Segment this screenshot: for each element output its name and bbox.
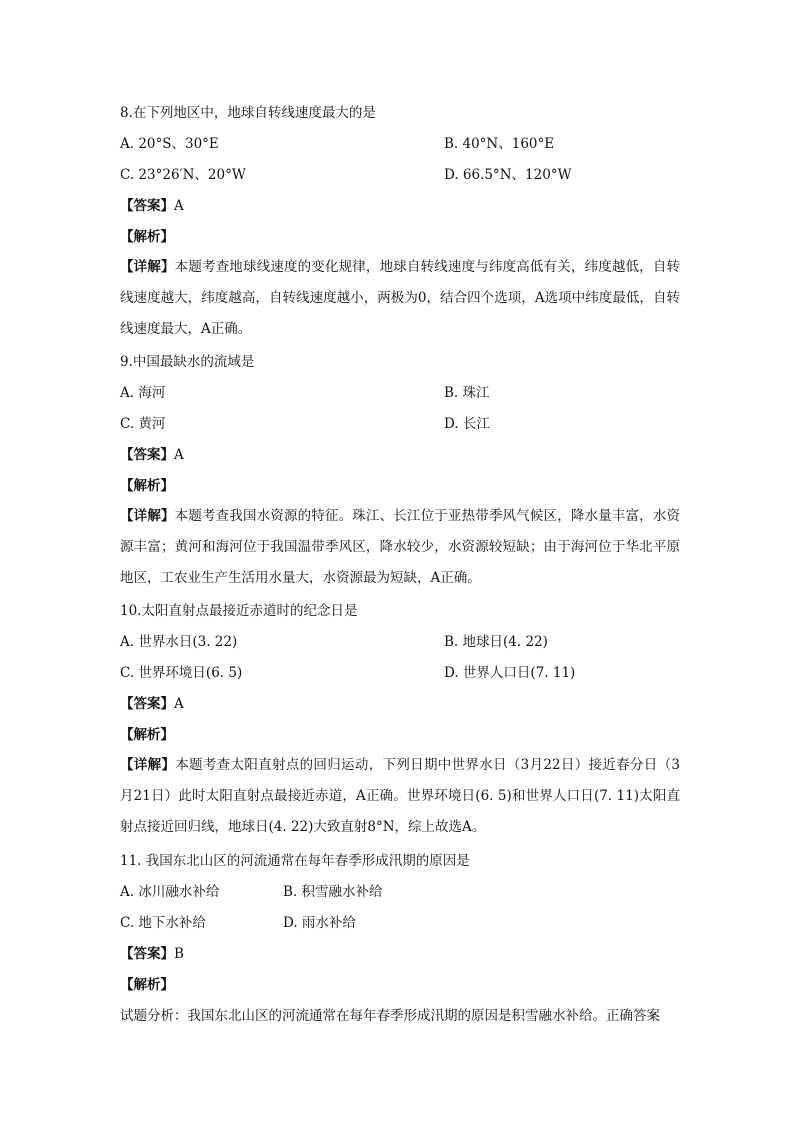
q11-option-d: D. 雨水补给 [283, 915, 356, 931]
q10-option-a: A. 世界水日(3. 22) [120, 634, 238, 650]
detail-tag: 【详解】 [120, 757, 176, 773]
q10-answer [120, 695, 184, 713]
answer-value: B [174, 946, 184, 962]
q10-option-c: C. 世界环境日(6. 5) [120, 665, 243, 681]
q11-answer [120, 945, 184, 963]
answer-tag: 【答案】 [120, 696, 174, 712]
q11-detail: 试题分析：我国东北山区的河流通常在每年春季形成汛期的原因是积雪融水补给。正确答案 [120, 1008, 660, 1024]
q9-option-a: A. 海河 [120, 385, 166, 401]
q9-option-c: C. 黄河 [120, 416, 166, 432]
q8-option-c: C. 23°26′N、20°W [120, 167, 246, 183]
detail-text: 本题考查太阳直射点的回归运动，下列日期中世界水日（3月22日）接近春分日（3月21日）此时太阳直射点最接近赤道，A正确。世界环境日(6. 5)和世界人口日(7. 11)太阳直射点接近回归线，地球日(4. 22)大致直射8°N，综上故选A。 [120, 757, 680, 835]
answer-value: A [174, 447, 184, 463]
question-8-stem: 8.在下列地区中，地球自转线速度最大的是 [120, 105, 376, 121]
q9-analysis-tag: 【解析】 [120, 478, 174, 494]
q11-option-c: C. 地下水补给 [120, 915, 206, 931]
q8-analysis-tag: 【解析】 [120, 229, 174, 245]
q9-answer [120, 446, 184, 464]
detail-tag: 【详解】 [120, 259, 175, 275]
detail-text: 本题考查我国水资源的特征。珠江、长江位于亚热带季风气候区，降水量丰富，水资源丰富；黄河和海河位于我国温带季风区，降水较少，水资源较短缺；由于海河位于华北平原地区，工农业生产生活用水量大，水资源最为短缺，A正确。 [120, 508, 681, 586]
answer-tag: 【答案】 [120, 198, 174, 214]
q9-option-d: D. 长江 [444, 416, 490, 432]
q9-detail [120, 501, 680, 594]
answer-value: A [174, 696, 184, 712]
q8-detail [120, 252, 680, 345]
q9-option-b: B. 珠江 [444, 385, 490, 401]
q11-analysis-tag: 【解析】 [120, 977, 174, 993]
q8-option-b: B. 40°N、160°E [444, 136, 555, 152]
q11-option-a: A. 冰川融水补给 [120, 884, 220, 900]
q11-option-b: B. 积雪融水补给 [283, 884, 383, 900]
question-11-stem: 11. 我国东北山区的河流通常在每年春季形成汛期的原因是 [120, 853, 470, 869]
answer-tag: 【答案】 [120, 447, 174, 463]
q8-option-a: A. 20°S、30°E [120, 136, 219, 152]
answer-value: A [174, 198, 184, 214]
q8-answer [120, 197, 184, 215]
q8-option-d: D. 66.5°N、120°W [444, 167, 572, 183]
q10-option-d: D. 世界人口日(7. 11) [444, 665, 576, 681]
q10-option-b: B. 地球日(4. 22) [444, 634, 548, 650]
q10-analysis-tag: 【解析】 [120, 727, 174, 743]
question-9-stem: 9.中国最缺水的流域是 [120, 354, 255, 370]
detail-tag: 【详解】 [120, 508, 175, 524]
answer-tag: 【答案】 [120, 946, 174, 962]
question-10-stem: 10.太阳直射点最接近赤道时的纪念日是 [120, 603, 358, 619]
q10-detail [120, 750, 680, 843]
detail-text: 本题考查地球线速度的变化规律，地球自转线速度与纬度高低有关，纬度越低，自转线速度越大，纬度越高，自转线速度越小，两极为0，结合四个选项，A选项中纬度最低，自转线速度最大，A正确。 [120, 259, 681, 337]
